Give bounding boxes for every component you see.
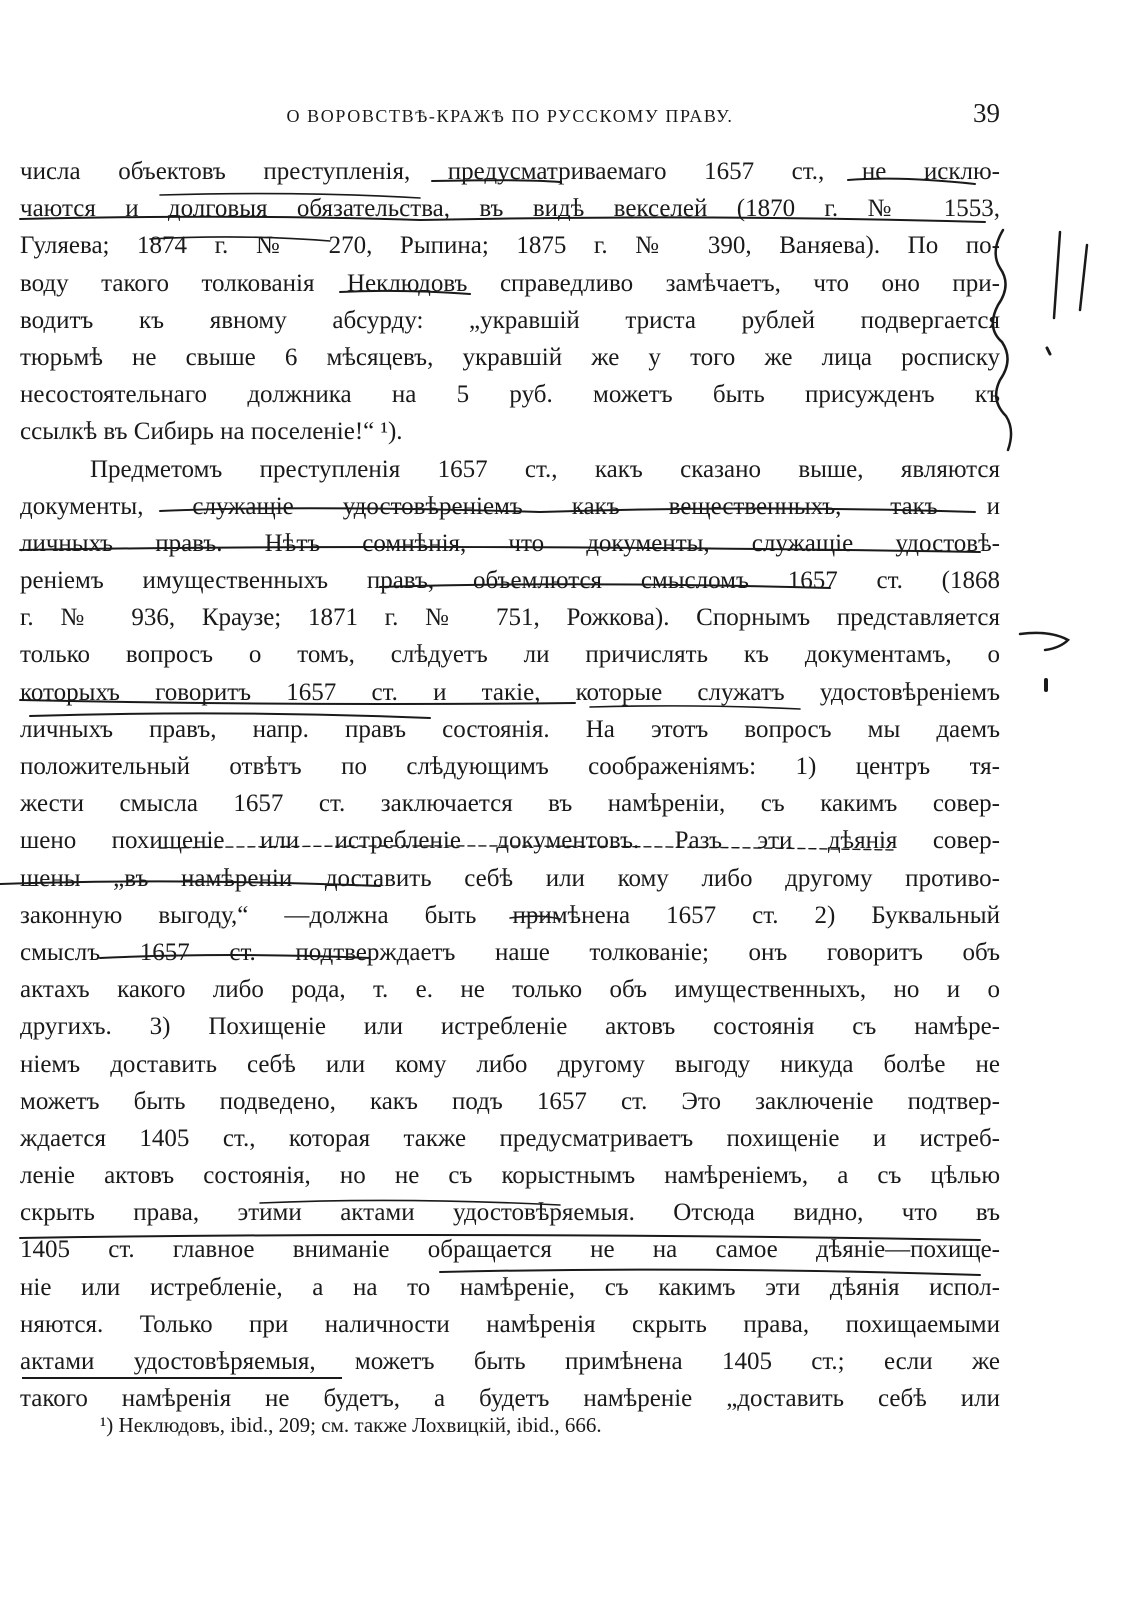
- text-line: которыхъ говоритъ 1657 ст. и такіе, которые служатъ удостовѣреніемъ: [20, 678, 1000, 706]
- text-line: ніемъ доставить себѣ или кому либо другому выгоду никуда болѣе не: [20, 1050, 1000, 1078]
- margin-stroke: [1080, 245, 1087, 310]
- footnote-separator: [22, 1377, 342, 1379]
- margin-tick: [1047, 348, 1050, 354]
- running-title: О ВОРОВСТВѢ-КРАЖѢ ПО РУССКОМУ ПРАВУ.: [286, 106, 734, 126]
- text-line: личныхъ правъ. Нѣтъ сомнѣнія, что документы, служащіе удостовѣ-: [20, 529, 1000, 557]
- text-line: несостоятельнаго должника на 5 руб. можетъ быть присужденъ къ: [20, 381, 1000, 409]
- text-line: реніемъ имущественныхъ правъ, объемлются смысломъ 1657 ст. (1868: [20, 567, 1000, 595]
- text-line: няются. Только при наличности намѣренія скрыть права, похищаемыми: [20, 1310, 1000, 1338]
- text-line: законную выгоду,“ —должна быть примѣнена 1657 ст. 2) Буквальный: [20, 901, 1000, 929]
- text-line: леніе актовъ состоянія, но не съ корыстнымъ намѣреніемъ, а съ цѣлью: [20, 1162, 1000, 1190]
- text-line: смыслъ 1657 ст. подтверждаетъ наше толкованіе; онъ говоритъ объ: [20, 938, 1000, 966]
- text-line: актами удостовѣряемыя, можетъ быть примѣнена 1405 ст.; если же: [20, 1348, 1000, 1375]
- text-line: ніе или истребленіе, а на то намѣреніе, съ какимъ эти дѣянія испол-: [20, 1273, 1000, 1301]
- text-line: жести смысла 1657 ст. заключается въ намѣреніи, съ какимъ совер-: [20, 790, 1000, 818]
- body-text: [20, 153, 1000, 1417]
- text-line: шены „въ намѣреніи доставить себѣ или кому либо другому противо-: [20, 864, 1000, 892]
- text-line: тюрьмѣ не свыше 6 мѣсяцевъ, укравшій же у того же лица росписку: [20, 343, 1000, 371]
- text-line: Предметомъ преступленія 1657 ст., какъ сказано выше, являются: [90, 455, 1000, 483]
- text-line: можетъ быть подведено, какъ подъ 1657 ст. Это заключеніе подтвер-: [20, 1087, 1000, 1115]
- margin-hook: [1020, 633, 1068, 650]
- text-line: другихъ. 3) Похищеніе или истребленіе актовъ состоянія съ намѣре-: [20, 1013, 1000, 1041]
- text-line: личныхъ правъ, напр. правъ состоянія. На этотъ вопросъ мы даемъ: [20, 715, 1000, 743]
- page-header: [20, 98, 1000, 138]
- text-line: числа объектовъ преступленія, предусматриваемаго 1657 ст., не исклю-: [20, 158, 1000, 185]
- text-line: ссылкѣ въ Сибирь на поселеніе!“ ¹).: [20, 418, 403, 446]
- text-line: скрыть права, этими актами удостовѣряемыя. Отсюда видно, что въ: [20, 1199, 1000, 1227]
- text-line: ждается 1405 ст., которая также предусматриваетъ похищеніе и истреб-: [20, 1124, 1000, 1152]
- text-line: положительный отвѣтъ по слѣдующимъ соображеніямъ: 1) центръ тя-: [20, 753, 1000, 780]
- text-line: водитъ къ явному абсурду: „укравшій триста рублей подвергается: [20, 306, 1000, 334]
- text-line: Гуляева; 1874 г. № 270, Рыпина; 1875 г. № 390, Ваняева). По по-: [20, 232, 1000, 260]
- margin-stroke: [1054, 232, 1060, 318]
- text-line: документы, служащіе удостовѣреніемъ какъ вещественныхъ, такъ и: [20, 492, 1000, 520]
- text-line: воду такого толкованія Неклюдовъ справедливо замѣчаетъ, что оно при-: [20, 269, 1000, 297]
- footnote: ¹) Неклюдовъ, ibid., 209; см. также Лохвицкій, ibid., 666.: [100, 1413, 602, 1437]
- text-line: такого намѣренія не будетъ, а будетъ намѣреніе „доставить себѣ или: [20, 1385, 1000, 1413]
- text-line: 1405 ст. главное вниманіе обращается не на самое дѣяніе—похище-: [20, 1236, 1000, 1264]
- text-line: шено похищеніе или истребленіе документовъ. Разъ эти дѣянія совер-: [20, 827, 1000, 855]
- page-number: 39: [973, 98, 1000, 128]
- text-line: чаются и долговыя обязательства, въ видѣ векселей (1870 г. № 1553,: [20, 195, 1000, 223]
- text-line: только вопросъ о томъ, слѣдуетъ ли причислять къ документамъ, о: [20, 641, 1000, 669]
- text-line: г. № 936, Краузе; 1871 г. № 751, Рожкова). Спорнымъ представляется: [20, 604, 1000, 632]
- text-line: актахъ какого либо рода, т. е. не только объ имущественныхъ, но и о: [20, 976, 1000, 1004]
